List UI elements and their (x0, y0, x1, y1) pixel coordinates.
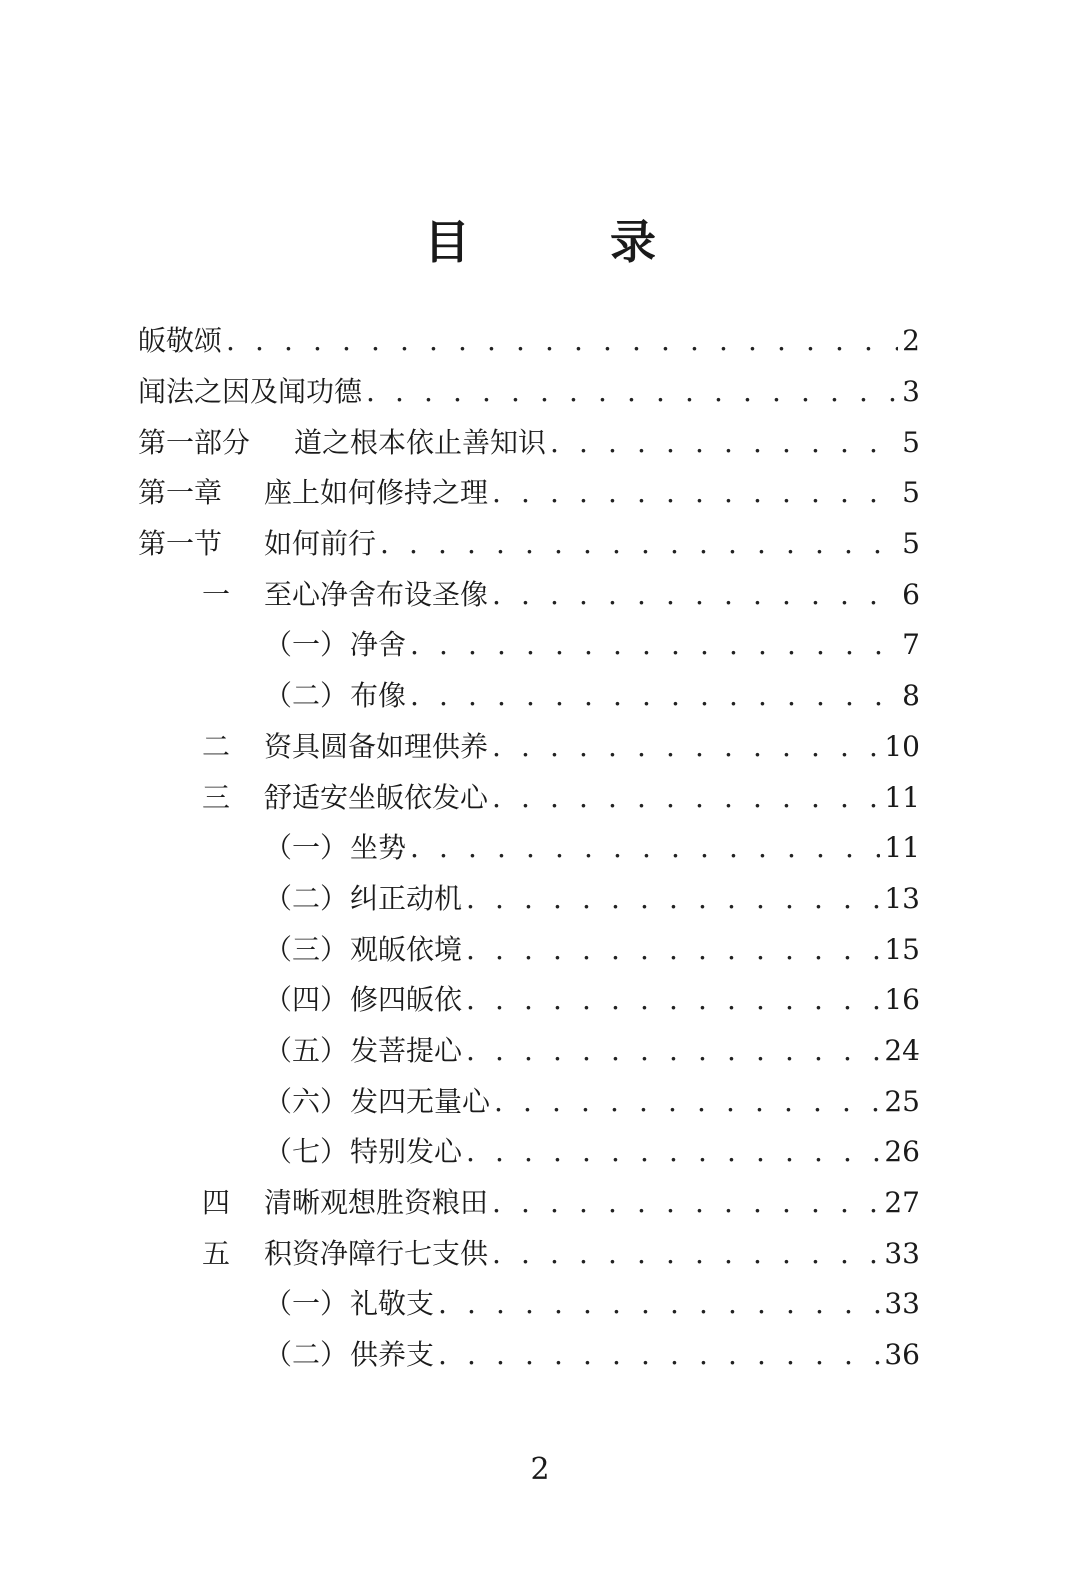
page-number: 2 (530, 1452, 550, 1487)
toc-entry-label: 净舍 (350, 628, 407, 662)
toc-entry-page: 24 (884, 1033, 920, 1067)
toc-entry-label: 修四皈依 (350, 983, 463, 1017)
toc-entry-label: 发四无量心 (350, 1084, 491, 1118)
toc-entry-page: 7 (902, 628, 920, 662)
toc-entry-line (138, 522, 920, 562)
toc-entry-label: 坐势 (350, 831, 407, 865)
toc-entry-number: （二） (264, 679, 349, 713)
toc-entry-line (138, 421, 920, 461)
toc-dot-leader (466, 933, 880, 966)
toc-entry-number: （二） (264, 881, 349, 915)
toc-entry (0, 1226, 1080, 1277)
toc-entry-line (264, 877, 920, 917)
toc-dot-leader (410, 628, 898, 661)
toc-entry-label: 发菩提心 (350, 1033, 463, 1067)
toc-entry-number: 一 (202, 577, 231, 611)
toc-entry-label: 特别发心 (350, 1135, 463, 1169)
toc-dot-leader (494, 1085, 880, 1118)
toc-entry (0, 415, 1080, 466)
toc-entry-page: 25 (884, 1084, 920, 1118)
toc-entry-number: （六） (264, 1084, 349, 1118)
toc-entry (0, 922, 1080, 973)
toc-entry-page: 13 (884, 881, 920, 915)
toc-entry-page: 2 (902, 324, 920, 358)
toc-entry-label: 闻法之因及闻功德 (138, 375, 363, 409)
toc-dot-leader (466, 983, 880, 1016)
toc-entry-label: 供养支 (350, 1338, 435, 1372)
toc-entry-number: （一） (264, 1287, 349, 1321)
toc-entry-label: 至心净舍布设圣像 (264, 577, 489, 611)
toc-entry (0, 1074, 1080, 1125)
toc-entry-label: 观皈依境 (350, 932, 463, 966)
toc-entry-number: （三） (264, 932, 349, 966)
toc-entry-page: 27 (884, 1186, 920, 1220)
table-of-contents (0, 314, 1080, 1378)
toc-entry-number: 第一节 (138, 527, 223, 561)
toc-dot-leader (410, 679, 898, 712)
toc-entry (0, 821, 1080, 872)
toc-dot-leader (550, 426, 898, 459)
toc-entry (0, 567, 1080, 618)
toc-entry-number: 四 (202, 1186, 231, 1220)
toc-entry-line (202, 776, 920, 816)
toc-entry-line (202, 573, 920, 613)
toc-entry-line (264, 1080, 920, 1120)
toc-entry-line (264, 1130, 920, 1170)
toc-entry-page: 10 (884, 729, 920, 763)
toc-entry-page: 5 (902, 527, 920, 561)
toc-entry-number: 五 (202, 1236, 231, 1270)
toc-entry-line (264, 978, 920, 1018)
toc-entry-line (202, 725, 920, 765)
toc-entry (0, 466, 1080, 517)
toc-entry-page: 5 (902, 425, 920, 459)
toc-entry-page: 16 (884, 983, 920, 1017)
toc-entry-label: 布像 (350, 679, 407, 713)
toc-entry-line (264, 1333, 920, 1373)
toc-entry-line (264, 623, 920, 663)
toc-entry (0, 872, 1080, 923)
toc-entry-page: 6 (902, 577, 920, 611)
toc-entry-number: （七） (264, 1135, 349, 1169)
toc-entry (0, 669, 1080, 720)
toc-entry-page: 26 (884, 1135, 920, 1169)
toc-entry-line (264, 674, 920, 714)
toc-entry-label: 清晰观想胜资粮田 (264, 1186, 489, 1220)
toc-entry-line (264, 1029, 920, 1069)
toc-dot-leader (492, 476, 898, 509)
toc-entry-line (202, 1232, 920, 1272)
toc-entry-number: （二） (264, 1338, 349, 1372)
toc-entry (0, 720, 1080, 771)
toc-entry-page: 11 (884, 780, 920, 814)
toc-entry-page: 11 (884, 831, 920, 865)
toc-entry-label: 道之根本依止善知识 (294, 425, 547, 459)
toc-dot-leader (410, 831, 880, 864)
toc-dot-leader (466, 882, 880, 915)
toc-entry-line (138, 471, 920, 511)
toc-entry (0, 618, 1080, 669)
toc-entry-page: 5 (902, 476, 920, 510)
toc-entry-number: （五） (264, 1033, 349, 1067)
toc-dot-leader (226, 324, 898, 357)
toc-entry-label: 如何前行 (264, 527, 377, 561)
toc-dot-leader (492, 1237, 880, 1270)
toc-dot-leader (492, 1186, 880, 1219)
toc-entry-page: 8 (902, 679, 920, 713)
toc-entry-number: 第一部分 (138, 425, 251, 459)
toc-entry-label: 舒适安坐皈依发心 (264, 780, 489, 814)
toc-dot-leader (438, 1287, 880, 1320)
toc-entry-number: （一） (264, 628, 349, 662)
toc-entry (0, 1328, 1080, 1379)
toc-entry-number: 二 (202, 729, 231, 763)
toc-entry-label: 礼敬支 (350, 1287, 435, 1321)
toc-entry-label: 皈敬颂 (138, 324, 223, 358)
toc-entry-label: 资具圆备如理供养 (264, 729, 489, 763)
toc-entry-number: 第一章 (138, 476, 223, 510)
toc-entry (0, 1277, 1080, 1328)
toc-dot-leader (492, 781, 880, 814)
toc-entry-label: 积资净障行七支供 (264, 1236, 489, 1270)
toc-entry-number: 三 (202, 780, 231, 814)
toc-entry-page: 33 (884, 1287, 920, 1321)
toc-dot-leader (380, 527, 898, 560)
toc-entry-line (202, 1181, 920, 1221)
toc-entry-number: （四） (264, 983, 349, 1017)
toc-entry-line (138, 370, 920, 410)
toc-entry-page: 3 (902, 375, 920, 409)
toc-entry (0, 314, 1080, 365)
toc-entry (0, 1125, 1080, 1176)
toc-entry-number: （一） (264, 831, 349, 865)
toc-entry-line (264, 1282, 920, 1322)
toc-entry (0, 1024, 1080, 1075)
toc-dot-leader (466, 1034, 880, 1067)
toc-entry-line (264, 826, 920, 866)
toc-dot-leader (492, 730, 880, 763)
toc-entry (0, 973, 1080, 1024)
toc-entry-label: 座上如何修持之理 (264, 476, 489, 510)
toc-entry (0, 365, 1080, 416)
toc-dot-leader (466, 1135, 880, 1168)
toc-entry-page: 15 (884, 932, 920, 966)
toc-entry-label: 纠正动机 (350, 881, 463, 915)
toc-entry-page: 36 (884, 1338, 920, 1372)
toc-entry-line (264, 928, 920, 968)
toc-dot-leader (492, 578, 898, 611)
toc-entry (0, 770, 1080, 821)
page-title: 目 录 (423, 215, 718, 269)
toc-entry-page: 33 (884, 1236, 920, 1270)
toc-entry (0, 517, 1080, 568)
toc-entry (0, 1176, 1080, 1227)
toc-entry-line (138, 319, 920, 359)
toc-dot-leader (438, 1338, 880, 1371)
toc-dot-leader (366, 375, 898, 408)
